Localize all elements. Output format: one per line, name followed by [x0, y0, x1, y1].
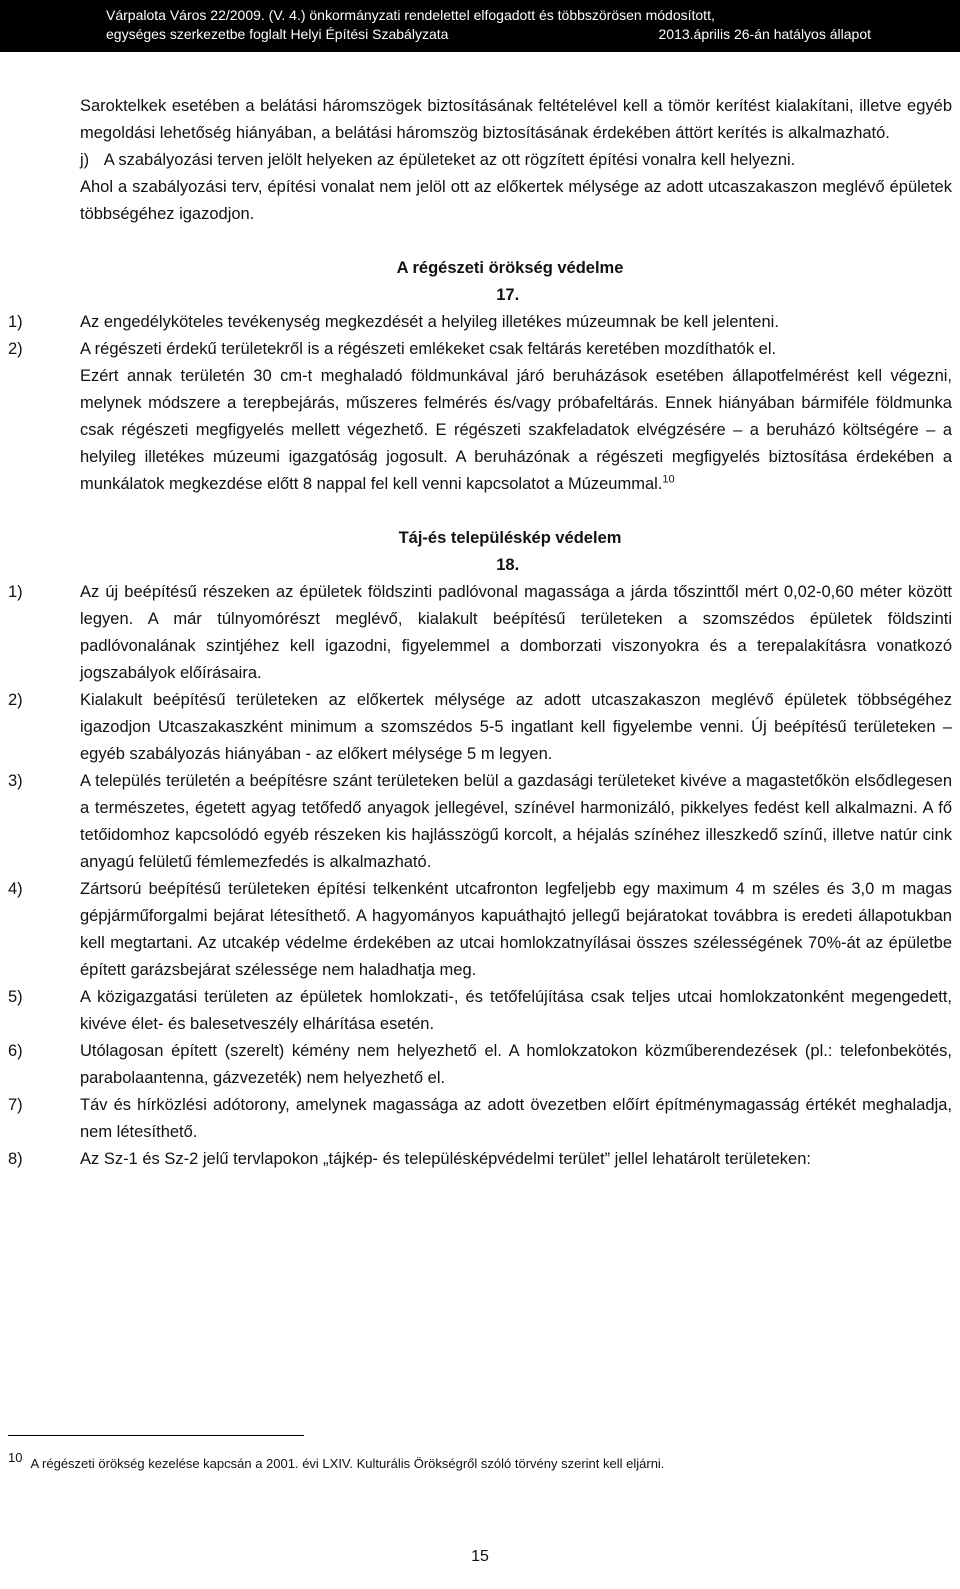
item-number: 1): [8, 583, 23, 601]
section-18-item: [8, 876, 952, 984]
item-text: A régészeti érdekű területekről is a régészeti emlékeket csak feltárás keretében mozdíthatók el.: [80, 340, 777, 358]
section-17-item: [8, 309, 952, 336]
intro-paragraph: Saroktelkek esetében a belátási háromszögek biztosításának feltételével kell a tömör kerítést kialakítani, illetve egyéb megoldási lehetőség hiányában, a belátási háromszög biztosításának érdekében áttört kerítés is alkalmazható.: [80, 97, 952, 142]
item-text: Az Sz-1 és Sz-2 jelű tervlapokon „tájkép- és településképvédelmi terület” jellel lehatárolt területeken:: [80, 1150, 811, 1168]
section-18-item: [8, 687, 952, 768]
section-18-item: [8, 984, 952, 1038]
section-18-item: [8, 1038, 952, 1092]
item-number: 3): [8, 772, 23, 790]
item-j: [8, 147, 952, 174]
item-text: Utólagosan épített (szerelt) kémény nem helyezhető el. A homlokzatokon közműberendezések (pl.: telefonbekötés, parabolaantenna, gázvezeték) nem helyezhető el.: [80, 1042, 952, 1087]
item-j-text: A szabályozási terven jelölt helyeken az épületeket az ott rögzített építési vonalra kell helyezni.: [103, 151, 796, 169]
footnote-divider: [8, 1435, 304, 1436]
section-18-item: [8, 1146, 952, 1173]
item-number: 7): [8, 1096, 23, 1114]
section-17-body: Ezért annak területén 30 cm-t meghaladó földmunkával járó beruházások esetében állapotfelmérést kell végezni, melynek módszere a terepbejárás, műszeres felmérés és/vagy próbafeltárás. Ennek hiányában bármiféle földmunka csak régészeti megfigyelés mellett végezhető. E régészeti szakfeladatok elvégzésére – a beruházó költségére – a helyileg illetékes múzeumi igazgatóság jogosult. A beruházónak a régészeti megfigyelés biztosítása érdekében a munkálatok megkezdése előtt 8 nappal fel kell venni kapcsolatot a Múzeummal.$^{10}$: [80, 367, 952, 493]
item-text: Az engedélyköteles tevékenység megkezdését a helyileg illetékes múzeumnak be kell jelenteni.: [80, 313, 779, 331]
item-number: 8): [8, 1150, 23, 1168]
item-text: A település területén a beépítésre szánt területeken belül a gazdasági területeket kivéve a magastetőkön elsődlegesen a természetes, égetett agyag tetőfedő anyagok jellegével, színével harmonizáló, pikkelyes fedést kell alkalmazni. A fő tetőidomhoz kapcsolódó egyéb részeken kis hajlásszögű korcolt, a héjalás színéhez illeszkedő színű, illetve natúr cink anyagú felületű fémlemezfedés is alkalmazható.: [80, 772, 952, 871]
item-number: 2): [8, 340, 23, 358]
page-number: 15: [471, 1548, 489, 1565]
footnote-mark: 10: [8, 1450, 23, 1465]
item-text: A közigazgatási területen az épületek homlokzati-, és tetőfelújítása csak teljes utcai homlokzatonként megengedett, kivéve élet- és balesetveszély elhárítása esetén.: [80, 988, 952, 1033]
section-18-title: Táj-és településkép védelem: [398, 529, 622, 547]
footnote-text: A régészeti örökség kezelése kapcsán a 2001. évi LXIV. Kulturális Örökségről szóló törvény szerint kell eljárni.: [30, 1456, 665, 1471]
item-number: 4): [8, 880, 23, 898]
section-18-item: [8, 579, 952, 687]
item-text: Zártsorú beépítésű területeken építési telkenként utcafronton legfeljebb egy maximum 4 m széles és 3,0 m magas gépjárműforgalmi bejárat létesíthető. A hagyományos kapuáthajtó jellegű bejáratokat továbbra is eredeti állapotukban kell megtartani. Az utcakép védelme érdekében az utcai homlokzatnyílásai összes szélességének 70%-át az épületbe épített garázsbejárat szélessége nem haladhatja meg.: [80, 880, 952, 979]
header-title-line: Várpalota Város 22/2009. (V. 4.) önkormányzati rendelettel elfogadott és többszörösen módosított,: [106, 7, 715, 23]
section-17-number: 17.: [496, 286, 520, 304]
section-18-item: [8, 1092, 952, 1146]
header-subtitle-right: 2013.április 26-án hatályos állapot: [658, 26, 871, 42]
item-text: Táv és hírközlési adótorony, amelynek magassága az adott övezetben előírt építménymagasság értékét meghaladja, nem létesíthető.: [80, 1096, 952, 1141]
item-number: 6): [8, 1042, 23, 1060]
item-number: 2): [8, 691, 23, 709]
section-18-number: 18.: [496, 556, 520, 574]
footnote-reference[interactable]: 10: [662, 473, 675, 486]
item-number: 5): [8, 988, 23, 1006]
document-header: [0, 0, 960, 52]
section-18-item: [8, 768, 952, 876]
section-17-item: [8, 336, 952, 363]
section-17-title: A régészeti örökség védelme: [396, 259, 624, 277]
item-number: 1): [8, 313, 23, 331]
item-text: Kialakult beépítésű területeken az előkertek mélysége az adott utcaszakaszon meglévő épületek többségéhez igazodjon Utcaszakaszként minimum a szomszédos 5-5 ingatlant kell figyelembe venni. Új beépítésű területeken – egyéb szabályozás hiányában - az előkert mélysége 5 m legyen.: [80, 691, 952, 763]
document-body: [8, 93, 952, 1173]
intro-paragraph-2: Ahol a szabályozási terv, építési vonalat nem jelöl ott az előkertek mélysége az adott utcaszakaszon meglévő épületek többségéhez igazodjon.: [80, 178, 952, 223]
item-text: Az új beépítésű részeken az épületek földszinti padlóvonal magassága a járda tőszinttől mért 0,02-0,60 méter között legyen. A már túlnyomórészt meglévő, kialakult beépítésű területeken a szomszédos épületek földszinti padlóvonalának szintjéhez kell igazodni, figyelemmel a domborzati viszonyokra és a terepalakításra vonatkozó jogszabályok előírásaira.: [80, 583, 952, 682]
item-j-label: j): [80, 151, 90, 169]
header-subtitle-left: egységes szerkezetbe foglalt Helyi Építési Szabályzata: [106, 26, 449, 42]
footnote: [8, 1450, 908, 1472]
